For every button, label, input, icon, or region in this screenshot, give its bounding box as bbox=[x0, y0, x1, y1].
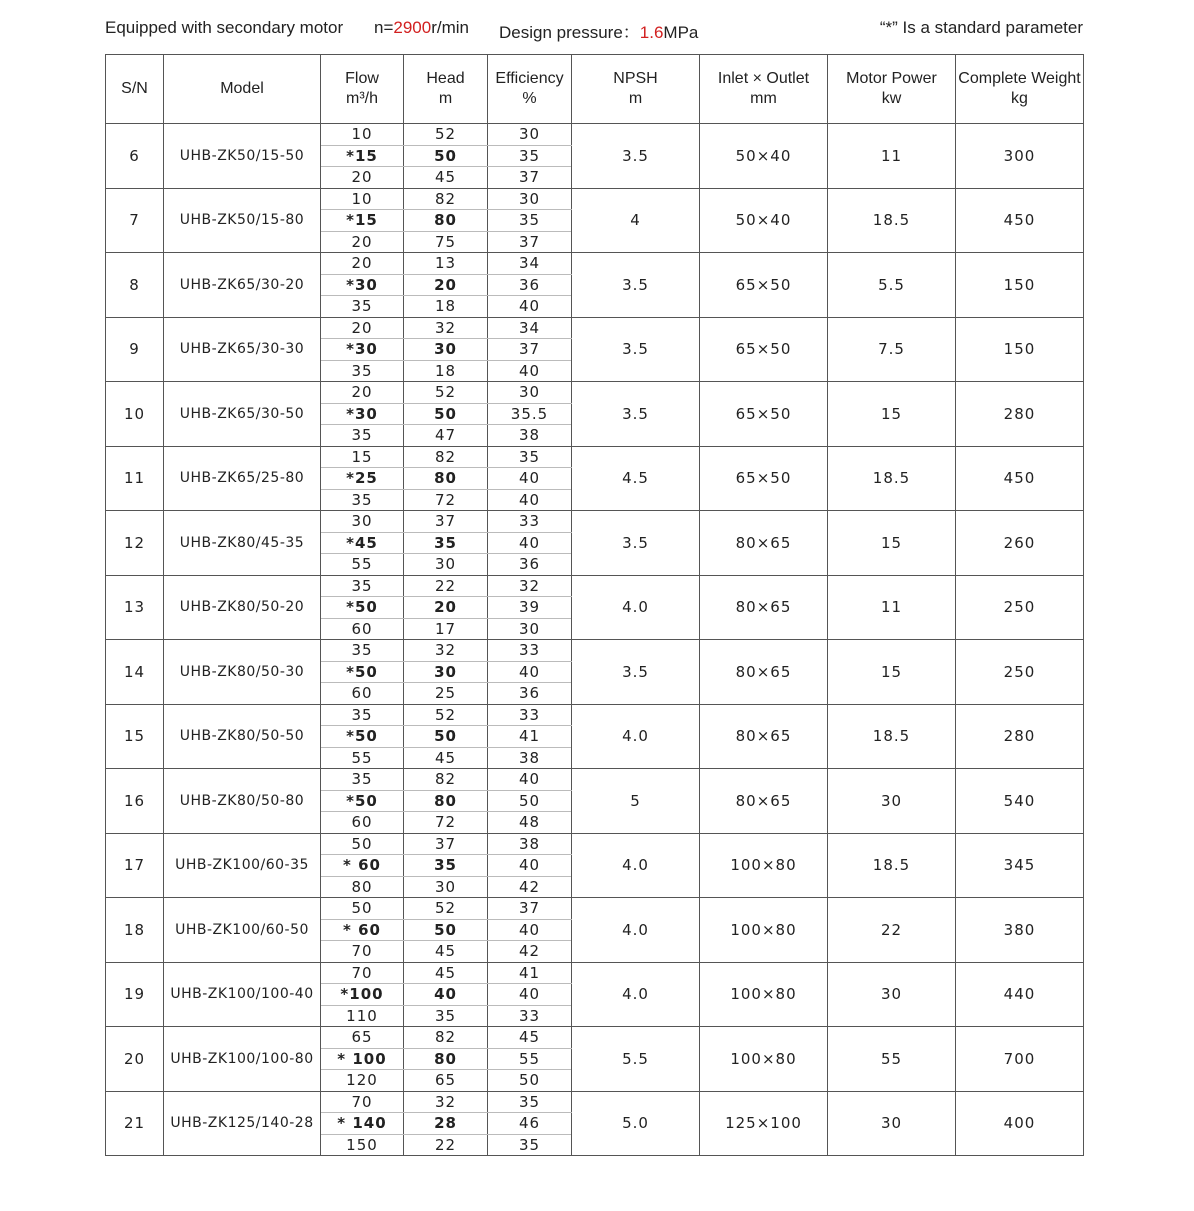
head-cell: 30 bbox=[404, 876, 488, 898]
flow-cell: 10 bbox=[321, 188, 404, 210]
column-header bbox=[572, 55, 700, 124]
head-cell: 50 bbox=[404, 726, 488, 748]
head-cell: 30 bbox=[404, 554, 488, 576]
flow-cell: 10 bbox=[321, 124, 404, 146]
model-cell: UHB-ZK65/25-80 bbox=[164, 446, 321, 511]
efficiency-cell: 36 bbox=[488, 554, 572, 576]
head-cell: 65 bbox=[404, 1070, 488, 1092]
efficiency-cell: 40 bbox=[488, 984, 572, 1006]
column-header-unit: m³/h bbox=[346, 90, 378, 107]
flow-cell: *30 bbox=[321, 403, 404, 425]
efficiency-cell: 46 bbox=[488, 1113, 572, 1135]
flow-cell: 35 bbox=[321, 704, 404, 726]
inlet-outlet-cell: 125×100 bbox=[700, 1091, 828, 1156]
efficiency-cell: 38 bbox=[488, 747, 572, 769]
flow-cell: *50 bbox=[321, 726, 404, 748]
npsh-cell: 3.5 bbox=[572, 124, 700, 189]
head-cell: 37 bbox=[404, 833, 488, 855]
flow-cell: 20 bbox=[321, 253, 404, 275]
column-header bbox=[956, 55, 1084, 124]
efficiency-cell: 38 bbox=[488, 833, 572, 855]
flow-cell: *100 bbox=[321, 984, 404, 1006]
motor-power-cell: 30 bbox=[828, 769, 956, 834]
head-cell: 82 bbox=[404, 1027, 488, 1049]
table-row bbox=[106, 833, 1084, 855]
motor-power-cell: 15 bbox=[828, 640, 956, 705]
efficiency-cell: 40 bbox=[488, 296, 572, 318]
flow-cell: *30 bbox=[321, 274, 404, 296]
head-cell: 40 bbox=[404, 984, 488, 1006]
efficiency-cell: 36 bbox=[488, 274, 572, 296]
table-row bbox=[106, 124, 1084, 146]
column-header-unit: kw bbox=[881, 90, 902, 107]
motor-power-cell: 5.5 bbox=[828, 253, 956, 318]
inlet-outlet-cell: 80×65 bbox=[700, 769, 828, 834]
inlet-outlet-cell: 65×50 bbox=[700, 446, 828, 511]
weight-cell: 150 bbox=[956, 317, 1084, 382]
npsh-cell: 5.0 bbox=[572, 1091, 700, 1156]
head-cell: 52 bbox=[404, 704, 488, 726]
model-cell: UHB-ZK100/60-35 bbox=[164, 833, 321, 898]
efficiency-cell: 40 bbox=[488, 769, 572, 791]
column-header-unit: m bbox=[628, 90, 643, 107]
sn-cell: 13 bbox=[106, 575, 164, 640]
sn-cell: 15 bbox=[106, 704, 164, 769]
head-cell: 50 bbox=[404, 919, 488, 941]
weight-cell: 345 bbox=[956, 833, 1084, 898]
flow-cell: *50 bbox=[321, 790, 404, 812]
flow-cell: 55 bbox=[321, 747, 404, 769]
speed-unit: r/min bbox=[431, 18, 469, 37]
column-header-label: Inlet × Outlet bbox=[717, 70, 810, 87]
head-cell: 82 bbox=[404, 769, 488, 791]
head-cell: 28 bbox=[404, 1113, 488, 1135]
column-header bbox=[700, 55, 828, 124]
pressure-unit: MPa bbox=[663, 23, 699, 42]
column-header-unit: kg bbox=[1011, 90, 1028, 107]
column-header bbox=[321, 55, 404, 124]
efficiency-cell: 40 bbox=[488, 468, 572, 490]
head-cell: 13 bbox=[404, 253, 488, 275]
head-cell: 72 bbox=[404, 489, 488, 511]
weight-cell: 400 bbox=[956, 1091, 1084, 1156]
efficiency-cell: 33 bbox=[488, 704, 572, 726]
flow-cell: *15 bbox=[321, 210, 404, 232]
motor-power-cell: 18.5 bbox=[828, 833, 956, 898]
head-cell: 82 bbox=[404, 446, 488, 468]
motor-power-cell: 11 bbox=[828, 575, 956, 640]
flow-cell: * 100 bbox=[321, 1048, 404, 1070]
column-header-label: Model bbox=[220, 80, 264, 97]
flow-cell: 55 bbox=[321, 554, 404, 576]
flow-cell: 120 bbox=[321, 1070, 404, 1092]
flow-cell: 35 bbox=[321, 640, 404, 662]
head-cell: 45 bbox=[404, 167, 488, 189]
efficiency-cell: 36 bbox=[488, 683, 572, 705]
flow-cell: 20 bbox=[321, 317, 404, 339]
npsh-cell: 4.5 bbox=[572, 446, 700, 511]
table-row bbox=[106, 253, 1084, 275]
sn-cell: 9 bbox=[106, 317, 164, 382]
sn-cell: 19 bbox=[106, 962, 164, 1027]
flow-cell: 65 bbox=[321, 1027, 404, 1049]
column-header-label: Head bbox=[426, 70, 465, 87]
npsh-cell: 5 bbox=[572, 769, 700, 834]
npsh-cell: 4.0 bbox=[572, 962, 700, 1027]
model-cell: UHB-ZK65/30-20 bbox=[164, 253, 321, 318]
model-cell: UHB-ZK80/50-50 bbox=[164, 704, 321, 769]
head-cell: 30 bbox=[404, 661, 488, 683]
table-row bbox=[106, 188, 1084, 210]
sn-cell: 21 bbox=[106, 1091, 164, 1156]
head-cell: 18 bbox=[404, 360, 488, 382]
column-header bbox=[106, 55, 164, 124]
column-header bbox=[164, 55, 321, 124]
head-cell: 32 bbox=[404, 317, 488, 339]
table-row bbox=[106, 769, 1084, 791]
efficiency-cell: 34 bbox=[488, 317, 572, 339]
head-cell: 32 bbox=[404, 640, 488, 662]
flow-cell: 60 bbox=[321, 618, 404, 640]
efficiency-cell: 37 bbox=[488, 231, 572, 253]
npsh-cell: 4.0 bbox=[572, 704, 700, 769]
weight-cell: 260 bbox=[956, 511, 1084, 576]
flow-cell: *25 bbox=[321, 468, 404, 490]
flow-cell: 70 bbox=[321, 962, 404, 984]
efficiency-cell: 39 bbox=[488, 597, 572, 619]
efficiency-cell: 38 bbox=[488, 425, 572, 447]
model-cell: UHB-ZK65/30-30 bbox=[164, 317, 321, 382]
inlet-outlet-cell: 100×80 bbox=[700, 833, 828, 898]
efficiency-cell: 37 bbox=[488, 339, 572, 361]
head-cell: 45 bbox=[404, 941, 488, 963]
inlet-outlet-cell: 80×65 bbox=[700, 640, 828, 705]
weight-cell: 700 bbox=[956, 1027, 1084, 1092]
flow-cell: 50 bbox=[321, 898, 404, 920]
head-cell: 47 bbox=[404, 425, 488, 447]
flow-cell: *50 bbox=[321, 597, 404, 619]
flow-cell: 35 bbox=[321, 769, 404, 791]
npsh-cell: 3.5 bbox=[572, 382, 700, 447]
table-row bbox=[106, 962, 1084, 984]
header-pressure bbox=[499, 18, 698, 43]
head-cell: 25 bbox=[404, 683, 488, 705]
head-cell: 17 bbox=[404, 618, 488, 640]
model-cell: UHB-ZK100/100-80 bbox=[164, 1027, 321, 1092]
pump-spec-table bbox=[105, 54, 1084, 1156]
pressure-label: Design pressure： bbox=[499, 23, 640, 42]
weight-cell: 440 bbox=[956, 962, 1084, 1027]
head-cell: 20 bbox=[404, 274, 488, 296]
inlet-outlet-cell: 100×80 bbox=[700, 1027, 828, 1092]
efficiency-cell: 41 bbox=[488, 962, 572, 984]
head-cell: 35 bbox=[404, 532, 488, 554]
efficiency-cell: 42 bbox=[488, 876, 572, 898]
efficiency-cell: 48 bbox=[488, 812, 572, 834]
npsh-cell: 4.0 bbox=[572, 898, 700, 963]
efficiency-cell: 30 bbox=[488, 382, 572, 404]
flow-cell: *15 bbox=[321, 145, 404, 167]
speed-value: 2900 bbox=[393, 18, 432, 37]
model-cell: UHB-ZK50/15-80 bbox=[164, 188, 321, 253]
table-row bbox=[106, 317, 1084, 339]
sn-cell: 14 bbox=[106, 640, 164, 705]
efficiency-cell: 33 bbox=[488, 511, 572, 533]
flow-cell: 20 bbox=[321, 231, 404, 253]
head-cell: 72 bbox=[404, 812, 488, 834]
inlet-outlet-cell: 80×65 bbox=[700, 575, 828, 640]
flow-cell: 20 bbox=[321, 382, 404, 404]
motor-power-cell: 22 bbox=[828, 898, 956, 963]
column-header bbox=[828, 55, 956, 124]
flow-cell: *30 bbox=[321, 339, 404, 361]
head-cell: 22 bbox=[404, 575, 488, 597]
npsh-cell: 4.0 bbox=[572, 833, 700, 898]
inlet-outlet-cell: 65×50 bbox=[700, 382, 828, 447]
inlet-outlet-cell: 50×40 bbox=[700, 188, 828, 253]
column-header-label: Flow bbox=[345, 70, 379, 87]
npsh-cell: 3.5 bbox=[572, 511, 700, 576]
weight-cell: 250 bbox=[956, 575, 1084, 640]
flow-cell: 110 bbox=[321, 1005, 404, 1027]
column-header-label: NPSH bbox=[613, 70, 658, 87]
head-cell: 50 bbox=[404, 403, 488, 425]
efficiency-cell: 35 bbox=[488, 145, 572, 167]
table-row bbox=[106, 382, 1084, 404]
weight-cell: 300 bbox=[956, 124, 1084, 189]
head-cell: 32 bbox=[404, 1091, 488, 1113]
head-cell: 80 bbox=[404, 790, 488, 812]
flow-cell: 70 bbox=[321, 941, 404, 963]
sn-cell: 12 bbox=[106, 511, 164, 576]
head-cell: 75 bbox=[404, 231, 488, 253]
efficiency-cell: 40 bbox=[488, 855, 572, 877]
model-cell: UHB-ZK80/45-35 bbox=[164, 511, 321, 576]
flow-cell: 150 bbox=[321, 1134, 404, 1156]
efficiency-cell: 35 bbox=[488, 446, 572, 468]
motor-power-cell: 18.5 bbox=[828, 704, 956, 769]
motor-power-cell: 30 bbox=[828, 962, 956, 1027]
header-speed bbox=[374, 18, 469, 38]
column-header-unit: m bbox=[438, 90, 453, 107]
inlet-outlet-cell: 65×50 bbox=[700, 253, 828, 318]
head-cell: 18 bbox=[404, 296, 488, 318]
sn-cell: 8 bbox=[106, 253, 164, 318]
npsh-cell: 3.5 bbox=[572, 317, 700, 382]
efficiency-cell: 40 bbox=[488, 360, 572, 382]
flow-cell: 35 bbox=[321, 489, 404, 511]
motor-power-cell: 18.5 bbox=[828, 446, 956, 511]
efficiency-cell: 30 bbox=[488, 188, 572, 210]
flow-cell: 60 bbox=[321, 812, 404, 834]
flow-cell: 35 bbox=[321, 296, 404, 318]
npsh-cell: 3.5 bbox=[572, 253, 700, 318]
efficiency-cell: 33 bbox=[488, 1005, 572, 1027]
model-cell: UHB-ZK80/50-20 bbox=[164, 575, 321, 640]
model-cell: UHB-ZK65/30-50 bbox=[164, 382, 321, 447]
weight-cell: 250 bbox=[956, 640, 1084, 705]
flow-cell: 50 bbox=[321, 833, 404, 855]
motor-power-cell: 18.5 bbox=[828, 188, 956, 253]
efficiency-cell: 45 bbox=[488, 1027, 572, 1049]
model-cell: UHB-ZK100/60-50 bbox=[164, 898, 321, 963]
weight-cell: 450 bbox=[956, 446, 1084, 511]
head-cell: 22 bbox=[404, 1134, 488, 1156]
sn-cell: 16 bbox=[106, 769, 164, 834]
model-cell: UHB-ZK100/100-40 bbox=[164, 962, 321, 1027]
flow-cell: 30 bbox=[321, 511, 404, 533]
head-cell: 52 bbox=[404, 898, 488, 920]
table-row bbox=[106, 898, 1084, 920]
flow-cell: 60 bbox=[321, 683, 404, 705]
motor-power-cell: 30 bbox=[828, 1091, 956, 1156]
motor-power-cell: 7.5 bbox=[828, 317, 956, 382]
inlet-outlet-cell: 80×65 bbox=[700, 704, 828, 769]
efficiency-cell: 30 bbox=[488, 618, 572, 640]
efficiency-cell: 42 bbox=[488, 941, 572, 963]
head-cell: 50 bbox=[404, 145, 488, 167]
flow-cell: 15 bbox=[321, 446, 404, 468]
efficiency-cell: 50 bbox=[488, 790, 572, 812]
table-row bbox=[106, 446, 1084, 468]
efficiency-cell: 50 bbox=[488, 1070, 572, 1092]
table-row bbox=[106, 1027, 1084, 1049]
efficiency-cell: 37 bbox=[488, 167, 572, 189]
model-cell: UHB-ZK50/15-50 bbox=[164, 124, 321, 189]
head-cell: 80 bbox=[404, 210, 488, 232]
efficiency-cell: 35.5 bbox=[488, 403, 572, 425]
flow-cell: 35 bbox=[321, 425, 404, 447]
table-body bbox=[106, 124, 1084, 1156]
flow-cell: 20 bbox=[321, 167, 404, 189]
flow-cell: 80 bbox=[321, 876, 404, 898]
efficiency-cell: 41 bbox=[488, 726, 572, 748]
sn-cell: 18 bbox=[106, 898, 164, 963]
weight-cell: 380 bbox=[956, 898, 1084, 963]
npsh-cell: 5.5 bbox=[572, 1027, 700, 1092]
head-cell: 30 bbox=[404, 339, 488, 361]
efficiency-cell: 55 bbox=[488, 1048, 572, 1070]
flow-cell: 35 bbox=[321, 575, 404, 597]
npsh-cell: 3.5 bbox=[572, 640, 700, 705]
weight-cell: 450 bbox=[956, 188, 1084, 253]
head-cell: 52 bbox=[404, 124, 488, 146]
table-row bbox=[106, 511, 1084, 533]
model-cell: UHB-ZK80/50-80 bbox=[164, 769, 321, 834]
flow-cell: 35 bbox=[321, 360, 404, 382]
flow-cell: * 60 bbox=[321, 919, 404, 941]
sn-cell: 6 bbox=[106, 124, 164, 189]
column-header-label: Complete Weight bbox=[958, 70, 1081, 87]
efficiency-cell: 40 bbox=[488, 532, 572, 554]
npsh-cell: 4.0 bbox=[572, 575, 700, 640]
inlet-outlet-cell: 80×65 bbox=[700, 511, 828, 576]
flow-cell: *45 bbox=[321, 532, 404, 554]
sn-cell: 7 bbox=[106, 188, 164, 253]
efficiency-cell: 30 bbox=[488, 124, 572, 146]
head-cell: 37 bbox=[404, 511, 488, 533]
header-note: “*” Is a standard parameter bbox=[879, 18, 1083, 37]
column-header-unit: % bbox=[522, 90, 537, 107]
weight-cell: 540 bbox=[956, 769, 1084, 834]
weight-cell: 280 bbox=[956, 704, 1084, 769]
sn-cell: 11 bbox=[106, 446, 164, 511]
inlet-outlet-cell: 50×40 bbox=[700, 124, 828, 189]
motor-power-cell: 11 bbox=[828, 124, 956, 189]
speed-prefix: n= bbox=[374, 18, 394, 37]
efficiency-cell: 35 bbox=[488, 1091, 572, 1113]
column-header bbox=[488, 55, 572, 124]
table-row bbox=[106, 640, 1084, 662]
motor-power-cell: 15 bbox=[828, 382, 956, 447]
head-cell: 52 bbox=[404, 382, 488, 404]
table-row bbox=[106, 1091, 1084, 1113]
table-row bbox=[106, 575, 1084, 597]
weight-cell: 280 bbox=[956, 382, 1084, 447]
inlet-outlet-cell: 65×50 bbox=[700, 317, 828, 382]
weight-cell: 150 bbox=[956, 253, 1084, 318]
npsh-cell: 4 bbox=[572, 188, 700, 253]
efficiency-cell: 40 bbox=[488, 489, 572, 511]
head-cell: 45 bbox=[404, 747, 488, 769]
column-header-label: Motor Power bbox=[846, 70, 937, 87]
efficiency-cell: 35 bbox=[488, 1134, 572, 1156]
head-cell: 20 bbox=[404, 597, 488, 619]
head-cell: 35 bbox=[404, 855, 488, 877]
flow-cell: 70 bbox=[321, 1091, 404, 1113]
efficiency-cell: 37 bbox=[488, 898, 572, 920]
pressure-value: 1.6 bbox=[639, 23, 664, 42]
header-motor: Equipped with secondary motor bbox=[105, 18, 344, 37]
column-header-label: Efficiency bbox=[495, 70, 564, 87]
efficiency-cell: 33 bbox=[488, 640, 572, 662]
column-header-unit: mm bbox=[750, 90, 777, 107]
model-cell: UHB-ZK125/140-28 bbox=[164, 1091, 321, 1156]
column-header-label: S/N bbox=[121, 80, 148, 97]
head-cell: 80 bbox=[404, 468, 488, 490]
efficiency-cell: 34 bbox=[488, 253, 572, 275]
efficiency-cell: 35 bbox=[488, 210, 572, 232]
efficiency-cell: 40 bbox=[488, 661, 572, 683]
table-header-row bbox=[106, 55, 1084, 124]
inlet-outlet-cell: 100×80 bbox=[700, 898, 828, 963]
model-cell: UHB-ZK80/50-30 bbox=[164, 640, 321, 705]
motor-power-cell: 55 bbox=[828, 1027, 956, 1092]
head-cell: 45 bbox=[404, 962, 488, 984]
efficiency-cell: 40 bbox=[488, 919, 572, 941]
head-cell: 82 bbox=[404, 188, 488, 210]
sn-cell: 10 bbox=[106, 382, 164, 447]
efficiency-cell: 32 bbox=[488, 575, 572, 597]
flow-cell: * 140 bbox=[321, 1113, 404, 1135]
sn-cell: 20 bbox=[106, 1027, 164, 1092]
table-row bbox=[106, 704, 1084, 726]
column-header bbox=[404, 55, 488, 124]
motor-power-cell: 15 bbox=[828, 511, 956, 576]
head-cell: 80 bbox=[404, 1048, 488, 1070]
flow-cell: * 60 bbox=[321, 855, 404, 877]
sn-cell: 17 bbox=[106, 833, 164, 898]
flow-cell: *50 bbox=[321, 661, 404, 683]
head-cell: 35 bbox=[404, 1005, 488, 1027]
inlet-outlet-cell: 100×80 bbox=[700, 962, 828, 1027]
